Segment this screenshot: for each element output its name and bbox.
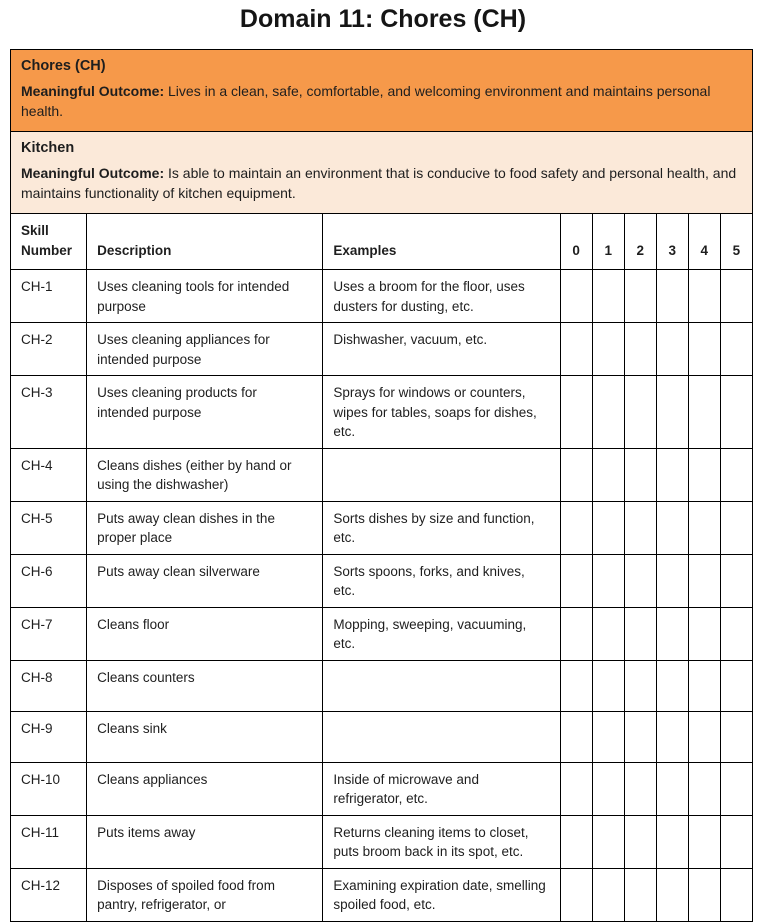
examples-cell: Mopping, sweeping, vacuuming, etc. — [323, 607, 560, 660]
description-cell: Disposes of spoiled food from pantry, refrigerator, or — [87, 868, 323, 921]
rating-cell — [688, 607, 720, 660]
table-row — [11, 607, 753, 660]
table-header-row — [11, 214, 753, 270]
rating-cell — [560, 762, 592, 815]
description-cell: Cleans dishes (either by hand or using the dishwasher) — [87, 448, 323, 501]
rating-cell — [720, 711, 752, 762]
skill-number-cell: CH-5 — [11, 501, 87, 554]
rating-cell — [560, 376, 592, 449]
section-banner-title: Kitchen — [21, 140, 75, 156]
table-row — [11, 711, 753, 762]
table-row — [11, 323, 753, 376]
header-examples: Examples — [323, 214, 560, 270]
skill-number-cell: CH-1 — [11, 270, 87, 323]
header-skill-number: Skill Number — [11, 214, 87, 270]
header-description: Description — [87, 214, 323, 270]
outcome-text: Lives in a clean, safe, comfortable, and welcoming environment and maintains personal health. — [21, 83, 711, 119]
section-banner-row — [11, 132, 753, 214]
rating-cell — [624, 815, 656, 868]
skill-number-cell: CH-9 — [11, 711, 87, 762]
examples-cell: Dishwasher, vacuum, etc. — [323, 323, 560, 376]
rating-cell — [720, 762, 752, 815]
header-rating-5: 5 — [720, 214, 752, 270]
rating-cell — [624, 376, 656, 449]
rating-cell — [720, 501, 752, 554]
rating-cell — [560, 607, 592, 660]
header-rating-2: 2 — [624, 214, 656, 270]
examples-cell: Returns cleaning items to closet, puts broom back in its spot, etc. — [323, 815, 560, 868]
skill-number-cell: CH-8 — [11, 660, 87, 711]
domain-banner-row — [11, 50, 753, 132]
rating-cell — [560, 270, 592, 323]
description-cell: Puts away clean dishes in the proper place — [87, 501, 323, 554]
rating-cell — [624, 762, 656, 815]
rating-cell — [624, 448, 656, 501]
description-cell: Puts away clean silverware — [87, 554, 323, 607]
skill-number-cell: CH-2 — [11, 323, 87, 376]
table-row — [11, 448, 753, 501]
table-row — [11, 868, 753, 921]
domain-banner-title: Chores (CH) — [21, 58, 106, 74]
rating-cell — [592, 323, 624, 376]
table-row — [11, 270, 753, 323]
rating-cell — [656, 815, 688, 868]
rating-cell — [688, 660, 720, 711]
header-rating-3: 3 — [656, 214, 688, 270]
description-cell: Cleans appliances — [87, 762, 323, 815]
rating-cell — [592, 607, 624, 660]
rating-cell — [592, 815, 624, 868]
outcome-label: Meaningful Outcome: — [21, 83, 165, 99]
examples-cell: Examining expiration date, smelling spoiled food, etc. — [323, 868, 560, 921]
rating-cell — [560, 554, 592, 607]
rating-cell — [688, 270, 720, 323]
rating-cell — [592, 448, 624, 501]
outcome-label: Meaningful Outcome: — [21, 165, 165, 181]
rating-cell — [720, 554, 752, 607]
rating-cell — [720, 323, 752, 376]
rating-cell — [688, 448, 720, 501]
table-row — [11, 501, 753, 554]
outcome-text: Is able to maintain an environment that is conducive to food safety and personal health, and maintains functionality of kitchen equipment. — [21, 165, 737, 201]
skill-number-cell: CH-11 — [11, 815, 87, 868]
skill-number-cell: CH-3 — [11, 376, 87, 449]
examples-cell: Inside of microwave and refrigerator, etc. — [323, 762, 560, 815]
rating-cell — [560, 323, 592, 376]
section-banner — [11, 132, 753, 214]
rating-cell — [688, 501, 720, 554]
rating-cell — [592, 762, 624, 815]
rating-cell — [560, 815, 592, 868]
rating-cell — [624, 711, 656, 762]
skill-number-cell: CH-12 — [11, 868, 87, 921]
rating-cell — [656, 270, 688, 323]
rating-cell — [656, 376, 688, 449]
rating-cell — [688, 868, 720, 921]
rating-cell — [592, 711, 624, 762]
rating-cell — [656, 660, 688, 711]
header-rating-0: 0 — [560, 214, 592, 270]
examples-cell — [323, 660, 560, 711]
rating-cell — [656, 323, 688, 376]
rating-cell — [624, 660, 656, 711]
chores-table — [10, 49, 753, 922]
domain-banner-outcome — [21, 81, 742, 121]
rating-cell — [720, 868, 752, 921]
rating-cell — [592, 868, 624, 921]
description-cell: Cleans sink — [87, 711, 323, 762]
examples-cell: Sprays for windows or counters, wipes for tables, soaps for dishes, etc. — [323, 376, 560, 449]
domain-banner — [11, 50, 753, 132]
rating-cell — [624, 868, 656, 921]
rating-cell — [656, 868, 688, 921]
description-cell: Cleans floor — [87, 607, 323, 660]
rating-cell — [592, 376, 624, 449]
examples-cell: Sorts dishes by size and function, etc. — [323, 501, 560, 554]
table-row — [11, 376, 753, 449]
rating-cell — [656, 554, 688, 607]
rating-cell — [560, 868, 592, 921]
rating-cell — [560, 660, 592, 711]
table-row — [11, 815, 753, 868]
description-cell: Uses cleaning products for intended purpose — [87, 376, 323, 449]
rating-cell — [656, 501, 688, 554]
rating-cell — [624, 501, 656, 554]
rating-cell — [656, 448, 688, 501]
description-cell: Cleans counters — [87, 660, 323, 711]
rating-cell — [720, 270, 752, 323]
description-cell: Puts items away — [87, 815, 323, 868]
rating-cell — [720, 815, 752, 868]
page-title: Domain 11: Chores (CH) — [239, 5, 527, 33]
examples-cell: Uses a broom for the floor, uses dusters for dusting, etc. — [323, 270, 560, 323]
examples-cell — [323, 448, 560, 501]
rating-cell — [624, 554, 656, 607]
header-rating-1: 1 — [592, 214, 624, 270]
rating-cell — [560, 448, 592, 501]
rating-cell — [592, 270, 624, 323]
rating-cell — [688, 554, 720, 607]
rating-cell — [656, 607, 688, 660]
skill-number-cell: CH-6 — [11, 554, 87, 607]
section-banner-outcome — [21, 163, 742, 203]
rating-cell — [592, 660, 624, 711]
description-cell: Uses cleaning tools for intended purpose — [87, 270, 323, 323]
table-row — [11, 762, 753, 815]
rating-cell — [560, 501, 592, 554]
skill-number-cell: CH-4 — [11, 448, 87, 501]
table-row — [11, 554, 753, 607]
rating-cell — [720, 448, 752, 501]
rating-cell — [688, 815, 720, 868]
description-cell: Uses cleaning appliances for intended purpose — [87, 323, 323, 376]
rating-cell — [720, 660, 752, 711]
rating-cell — [656, 762, 688, 815]
skill-number-cell: CH-10 — [11, 762, 87, 815]
rating-cell — [656, 711, 688, 762]
examples-cell — [323, 711, 560, 762]
rating-cell — [720, 376, 752, 449]
rating-cell — [624, 607, 656, 660]
examples-cell: Sorts spoons, forks, and knives, etc. — [323, 554, 560, 607]
header-rating-4: 4 — [688, 214, 720, 270]
table-row — [11, 660, 753, 711]
rating-cell — [624, 323, 656, 376]
rating-cell — [592, 554, 624, 607]
rating-cell — [688, 323, 720, 376]
rating-cell — [688, 376, 720, 449]
rating-cell — [624, 270, 656, 323]
rating-cell — [720, 607, 752, 660]
rating-cell — [560, 711, 592, 762]
rating-cell — [592, 501, 624, 554]
skill-number-cell: CH-7 — [11, 607, 87, 660]
rating-cell — [688, 711, 720, 762]
rating-cell — [688, 762, 720, 815]
